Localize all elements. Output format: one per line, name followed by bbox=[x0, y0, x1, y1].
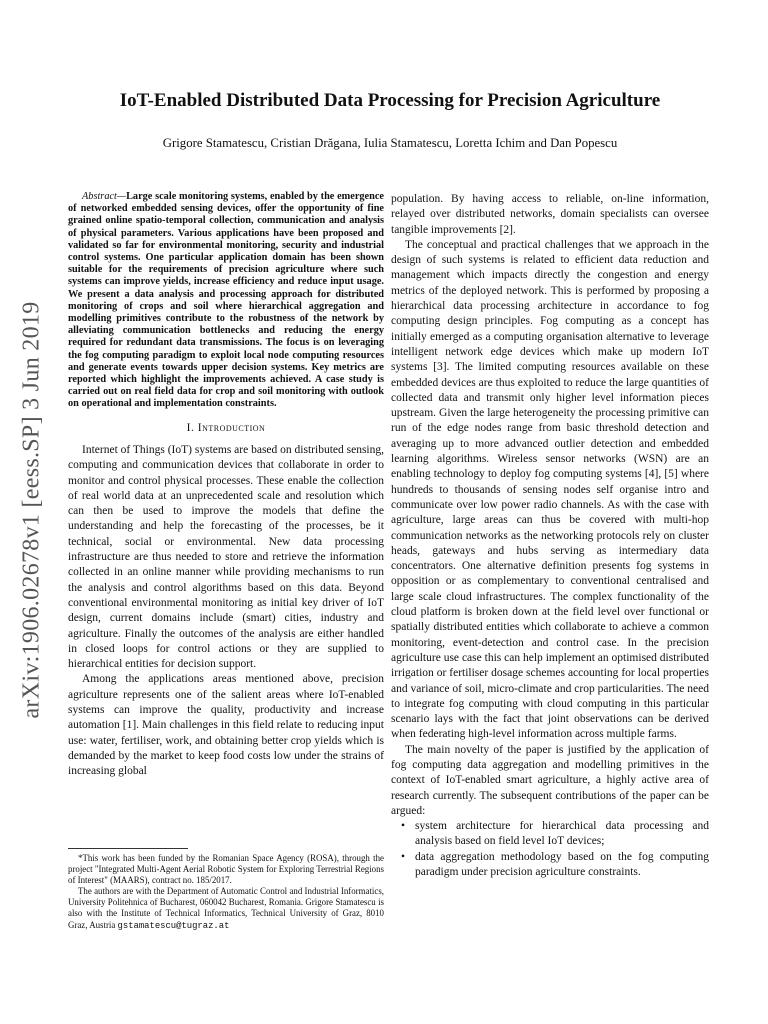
body-paragraph-continued: population. By having access to reliable, on-line information, relayed over distributed networks, domain specialists can oversee tangible improvements [2]. bbox=[391, 193, 709, 236]
arxiv-identifier-stamp bbox=[14, 280, 50, 740]
list-item: • data aggregation methodology based on the fog computing paradigm under precision agriculture constraints. bbox=[391, 850, 709, 881]
author-list: Grigore Stamatescu, Cristian Drăgana, Iulia Stamatescu, Loretta Ichim and Dan Popescu bbox=[162, 136, 618, 150]
footnotes bbox=[68, 853, 384, 932]
intro-paragraph-2: Among the applications areas mentioned above, precision agriculture represents one of the salient areas where IoT-enabled systems can improve the quality, productivity and increase automation [1]. Main challenges in this field relate to reducing input use: water, fertiliser, work, and obtaining better crop yields which is demanded by the market to keep food costs low under the strains of increasing global bbox=[68, 673, 384, 778]
footnote-affiliation: The authors are with the Department of Automatic Control and Industrial Informatics, University Politehnica of Bucharest, 060042 Bucharest, Romania. Grigore Stamatescu is also with the Institute of Technical Informatics, Technical University of Graz, 8010 Graz, Austria gstamatescu@tugraz.at bbox=[68, 886, 384, 931]
section-heading-introduction: I. Introduction bbox=[186, 421, 266, 434]
left-column bbox=[68, 191, 384, 779]
contributions-list bbox=[391, 819, 709, 880]
abstract bbox=[68, 191, 384, 411]
body-paragraph-novelty: The main novelty of the paper is justified by the application of fog computing data aggregation and modelling primitives in the context of IoT-enabled smart agriculture, a highly active area of research currently. The subsequent contributions of the paper can be argued: bbox=[391, 743, 709, 817]
abstract-text: Large scale monitoring systems, enabled by the emergence of networked embedded sensing devices, offer the opportunity of fine grained online spatio-temporal collection, communication and analysis of physical parameters. Various applications have been proposed and validated so far for environmental monitoring, security and industrial control systems. One particular application domain has been shown suitable for the requirements of precision agriculture where such systems can improve yields, increase efficiency and reduce input usage. We present a data analysis and processing approach for distributed monitoring of crops and soil where hierarchical aggregation and modelling primitives contribute to the robustness of the network by alleviating communication bottlenecks and reducing the energy required for redundant data transmissions. The focus is on leveraging the fog computing paradigm to exploit local node computing resources and generate events towards upper decision systems. Key metrics are reported which highlight the improvements achieved. A case study is carried out on real field data for crop and soil monitoring with outlook on operational and implementation constraints. bbox=[68, 191, 384, 410]
intro-paragraph-1: Internet of Things (IoT) systems are based on distributed sensing, computing and communication devices that collaborate in order to monitor and control physical processes. These enable the collection of real world data at an unprecedented scale and resolution which can then be used to improve the models that define the understanding and help the forecasting of the processes, be it technical, social or environmental. New data processing infrastructure are thus needed to store and retrieve the information collected in an online manner while providing mechanisms to run the analysis and control algorithms based on this data. Beyond conventional environmental monitoring as initial key driver of IoT design, current domains include (smart) cities, industry and agriculture. Finally the outcomes of the analysis are either handled in closed loops for control actions or they are supplied to hierarchical entities for decision support. bbox=[68, 443, 384, 671]
abstract-lead: Abstract— bbox=[82, 191, 127, 202]
arxiv-id-text: arXiv:1906.02678v1 [eess.SP] 3 Jun 2019 bbox=[18, 301, 45, 719]
body-paragraph-fog-computing: The conceptual and practical challenges that we approach in the design of such systems is related to efficient data reduction and management which impacts directly the congestion and energy metrics of the deployed network. This is performed by proposing a hierarchical data processing architecture in accordance to fog computing design principles. Fog computing as a concept has initially emerged as a computing organisation alternative to leverage intelligent network edge devices which make up modern IoT systems [3]. The limited computing resources available on these embedded devices are thus exploited to reduce the large quantities of collected data and transmit only higher level information pieces upstream. Given the large heterogeneity the processing primitive can run of the edge nodes range from basic threshold detection and averaging up to more advanced outlier detection and embedded learning algorithms. Wireless sensor networks (WSN) are an enabling technology to deploy fog computing systems [4], [5] where hundreds to thousands of sensing nodes self organise intro and communicate over low power radio channels. As with the case with agriculture, large areas can thus be covered with multi-hop communication networks as the networking protocols rely on cluster heads, gateways and hubs serving as intermediary data concentrators. One alternative definition presents fog systems in opposition or as complementary to conventional centralised and large scale cloud infrastructures. The complex functionality of the cloud platform is broken down at the field level over functional or spatially distributed entities which collaborate to achieve a common monitoring, event-detection and control case. In the precision agriculture use case this can help implement an optimised distributed irrigation or fertiliser dosage schemes accounting for local properties and variance of soil, micro-climate and crop particularities. The need to integrate fog computing with cloud computing in this particular scenario lays with the fact that joint observations can be derived when federating high-level information across multiple farms. bbox=[391, 238, 709, 741]
paper-title: IoT-Enabled Distributed Data Processing for Precision Agriculture bbox=[119, 90, 661, 111]
author-email-link[interactable]: gstamatescu@tugraz.at bbox=[117, 920, 230, 931]
list-item: • system architecture for hierarchical data processing and analysis based on field level IoT devices; bbox=[391, 819, 709, 850]
right-column bbox=[391, 192, 709, 880]
footnote-divider bbox=[68, 848, 188, 849]
footnote-funding: *This work has been funded by the Romanian Space Agency (ROSA), through the project "Integrated Multi-Agent Aerial Robotic System for Exploring Terrestrial Regions of Interest" (MAARS), contract no. 185/2017. bbox=[68, 853, 384, 886]
